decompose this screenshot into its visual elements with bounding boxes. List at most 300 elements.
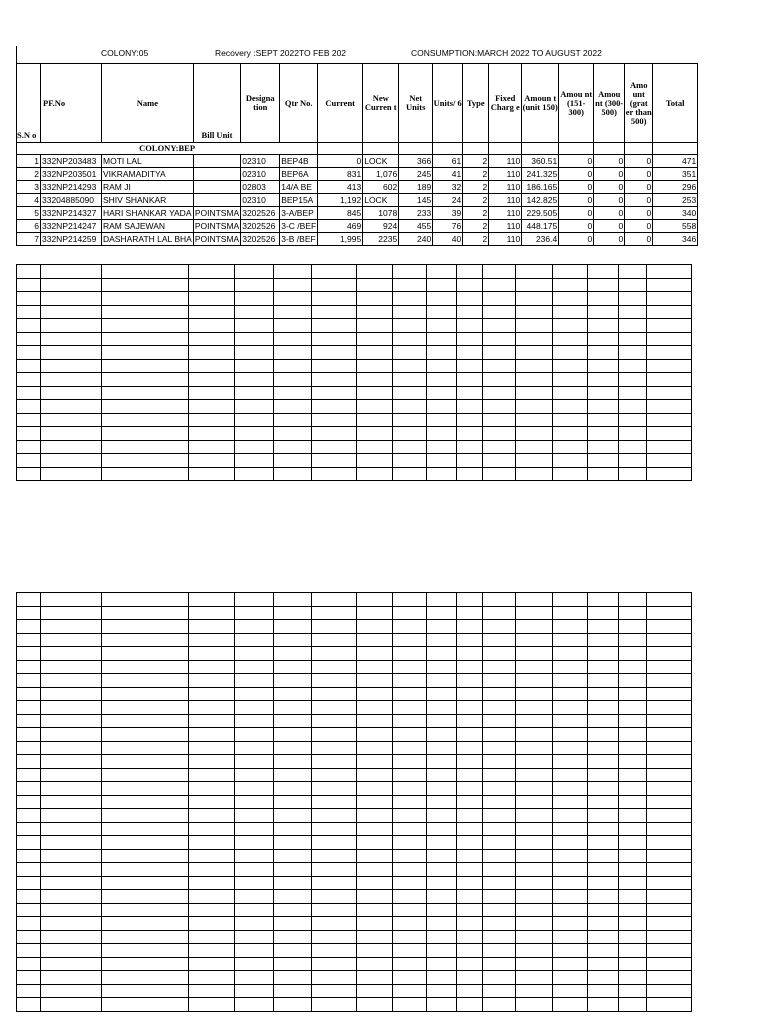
empty-cell (41, 701, 102, 715)
table-row (17, 181, 698, 194)
empty-cell (619, 440, 647, 454)
empty-cell (235, 944, 274, 958)
empty-cell (588, 701, 619, 715)
empty-cell (312, 647, 357, 661)
empty-cell (619, 305, 647, 319)
empty-cell (235, 930, 274, 944)
empty-cell (102, 674, 189, 688)
empty-cell (588, 768, 619, 782)
table-cell: 0 (594, 233, 625, 246)
table-cell: 3-B /BEF (280, 233, 318, 246)
empty-cell (235, 606, 274, 620)
empty-cell (483, 593, 516, 607)
table-cell: 0 (559, 181, 594, 194)
table-cell: 346 (653, 233, 698, 246)
empty-cell (189, 876, 235, 890)
empty-cell (357, 863, 393, 877)
empty-cell (312, 957, 357, 971)
empty-cell (588, 944, 619, 958)
empty-cell (427, 984, 457, 998)
empty-cell (235, 440, 274, 454)
empty-cell (274, 467, 312, 481)
empty-cell (235, 332, 274, 346)
empty-cell (274, 944, 312, 958)
empty-cell (553, 903, 588, 917)
empty-cell (312, 876, 357, 890)
empty-cell (17, 836, 41, 850)
empty-cell (357, 620, 393, 634)
empty-cell (102, 944, 189, 958)
empty-cell (427, 278, 457, 292)
empty-row (17, 400, 692, 414)
table-cell: 1,076 (363, 168, 399, 181)
empty-cell (189, 620, 235, 634)
table-cell: 110 (489, 168, 522, 181)
empty-cell (393, 620, 427, 634)
empty-cell (483, 440, 516, 454)
empty-cell (619, 265, 647, 279)
empty-cell (17, 863, 41, 877)
empty-row (17, 319, 692, 333)
empty-cell (647, 359, 692, 373)
table-cell: RAM SAJEWAN (102, 220, 194, 233)
empty-cell (647, 890, 692, 904)
empty-cell (17, 998, 41, 1012)
empty-cell (41, 620, 102, 634)
empty-cell (619, 768, 647, 782)
empty-cell (647, 849, 692, 863)
empty-cell (393, 917, 427, 931)
empty-cell (235, 849, 274, 863)
empty-cell (312, 265, 357, 279)
empty-cell (235, 265, 274, 279)
empty-cell (274, 305, 312, 319)
empty-cell (553, 400, 588, 414)
empty-cell (516, 400, 553, 414)
empty-cell (393, 319, 427, 333)
empty-cell (41, 647, 102, 661)
table-cell: 0 (625, 181, 653, 194)
empty-cell (588, 305, 619, 319)
empty-cell (553, 890, 588, 904)
empty-cell (17, 849, 41, 863)
table-cell: 0 (625, 168, 653, 181)
empty-cell (41, 957, 102, 971)
empty-cell (235, 373, 274, 387)
empty-cell (647, 386, 692, 400)
empty-cell (588, 660, 619, 674)
table-cell: BEP4B (280, 155, 318, 168)
empty-cell (235, 674, 274, 688)
empty-cell (41, 998, 102, 1012)
empty-cell (102, 809, 189, 823)
empty-cell (588, 467, 619, 481)
empty-row (17, 332, 692, 346)
empty-cell (647, 305, 692, 319)
empty-cell (393, 863, 427, 877)
empty-cell (393, 741, 427, 755)
empty-cell (235, 400, 274, 414)
empty-cell (647, 454, 692, 468)
table-cell: 240 (399, 233, 433, 246)
empty-cell (393, 373, 427, 387)
empty-cell (41, 386, 102, 400)
table-cell: 3202526 (241, 207, 280, 220)
empty-cell (588, 809, 619, 823)
empty-cell (647, 903, 692, 917)
empty-cell (41, 265, 102, 279)
empty-cell (427, 332, 457, 346)
empty-cell (102, 930, 189, 944)
empty-row (17, 427, 692, 441)
empty-cell (102, 633, 189, 647)
empty-row (17, 440, 692, 454)
empty-row (17, 359, 692, 373)
empty-cell (393, 890, 427, 904)
empty-cell (483, 386, 516, 400)
table-cell: 02310 (241, 168, 280, 181)
empty-cell (393, 633, 427, 647)
empty-cell (357, 809, 393, 823)
empty-cell (357, 849, 393, 863)
col-header: Bill Unit (193, 64, 240, 143)
empty-cell (588, 903, 619, 917)
empty-cell (189, 687, 235, 701)
empty-cell (274, 332, 312, 346)
empty-cell (483, 768, 516, 782)
empty-cell (235, 687, 274, 701)
empty-cell (588, 917, 619, 931)
empty-cell (588, 957, 619, 971)
empty-cell (483, 454, 516, 468)
empty-cell (427, 714, 457, 728)
empty-cell (516, 998, 553, 1012)
empty-cell (588, 373, 619, 387)
empty-cell (427, 359, 457, 373)
table-row (17, 207, 698, 220)
empty-cell (457, 863, 483, 877)
empty-cell (312, 386, 357, 400)
empty-cell (235, 876, 274, 890)
empty-cell (235, 593, 274, 607)
empty-cell (393, 971, 427, 985)
empty-cell (483, 332, 516, 346)
empty-cell (647, 660, 692, 674)
empty-cell (41, 741, 102, 755)
empty-cell (235, 903, 274, 917)
empty-cell (647, 822, 692, 836)
empty-cell (553, 930, 588, 944)
table-cell: 0 (594, 181, 625, 194)
empty-cell (483, 346, 516, 360)
empty-cell (516, 332, 553, 346)
empty-cell (17, 944, 41, 958)
empty-cell (427, 647, 457, 661)
empty-cell (553, 386, 588, 400)
empty-cell (553, 620, 588, 634)
table-cell: 332NP214259 (41, 233, 102, 246)
empty-cell (357, 755, 393, 769)
empty-cell (102, 440, 189, 454)
empty-cell (102, 319, 189, 333)
empty-cell (102, 620, 189, 634)
empty-cell (516, 606, 553, 620)
empty-cell (312, 332, 357, 346)
empty-cell (483, 849, 516, 863)
table-cell: 229.505 (522, 207, 559, 220)
empty-cell (17, 319, 41, 333)
recovery-header: Recovery :SEPT 2022TO FEB 202 (215, 48, 347, 58)
empty-cell (427, 593, 457, 607)
empty-cell (102, 782, 189, 796)
empty-cell (189, 998, 235, 1012)
table-cell: 831 (318, 168, 363, 181)
empty-cell (588, 687, 619, 701)
empty-cell (647, 741, 692, 755)
empty-cell (312, 903, 357, 917)
empty-cell (553, 876, 588, 890)
empty-cell (41, 593, 102, 607)
table-cell: 0 (559, 168, 594, 181)
empty-cell (393, 795, 427, 809)
empty-cell (274, 660, 312, 674)
empty-cell (647, 332, 692, 346)
table-cell: SHIV SHANKAR (102, 194, 194, 207)
table-cell: 14/A BE (280, 181, 318, 194)
empty-cell (588, 440, 619, 454)
empty-cell (647, 413, 692, 427)
table-cell: 245 (399, 168, 433, 181)
empty-cell (483, 467, 516, 481)
empty-cell (189, 373, 235, 387)
table-cell: 253 (653, 194, 698, 207)
empty-cell (235, 714, 274, 728)
empty-cell (588, 836, 619, 850)
empty-cell (102, 849, 189, 863)
empty-cell (553, 687, 588, 701)
empty-cell (516, 454, 553, 468)
empty-cell (457, 373, 483, 387)
table-cell: 0 (594, 168, 625, 181)
empty-cell (588, 984, 619, 998)
empty-cell (312, 660, 357, 674)
table-cell: 110 (489, 181, 522, 194)
table-cell: 0 (594, 194, 625, 207)
empty-cell (483, 903, 516, 917)
empty-cell (647, 319, 692, 333)
empty-row (17, 876, 692, 890)
col-header: S.N o (17, 64, 41, 143)
empty-cell (516, 782, 553, 796)
empty-cell (619, 593, 647, 607)
col-header: Amou nt (300- 500) (594, 64, 625, 143)
empty-cell (274, 427, 312, 441)
empty-cell (588, 971, 619, 985)
empty-cell (619, 647, 647, 661)
empty-cell (274, 984, 312, 998)
table-cell: 3202526 (241, 220, 280, 233)
empty-cell (483, 957, 516, 971)
empty-cell (483, 701, 516, 715)
empty-cell (189, 292, 235, 306)
empty-cell (483, 809, 516, 823)
empty-cell (647, 400, 692, 414)
empty-cell (235, 454, 274, 468)
empty-cell (588, 633, 619, 647)
empty-cell (427, 768, 457, 782)
empty-cell (189, 332, 235, 346)
empty-cell (274, 890, 312, 904)
empty-cell (41, 944, 102, 958)
empty-cell (102, 332, 189, 346)
empty-cell (483, 359, 516, 373)
empty-cell (647, 687, 692, 701)
empty-cell (41, 346, 102, 360)
empty-cell (41, 660, 102, 674)
empty-cell (274, 292, 312, 306)
empty-cell (588, 593, 619, 607)
empty-cell (457, 890, 483, 904)
table-cell: 0 (559, 194, 594, 207)
empty-cell (189, 400, 235, 414)
empty-cell (41, 971, 102, 985)
empty-cell (619, 957, 647, 971)
table-cell: BEP15A (280, 194, 318, 207)
empty-cell (619, 400, 647, 414)
empty-cell (357, 373, 393, 387)
empty-row (17, 660, 692, 674)
empty-cell (619, 971, 647, 985)
empty-cell (102, 903, 189, 917)
empty-cell (102, 917, 189, 931)
col-header: New Curren t (363, 64, 399, 143)
empty-row (17, 728, 692, 742)
empty-cell (274, 319, 312, 333)
empty-cell (393, 903, 427, 917)
empty-row (17, 755, 692, 769)
table-cell: DASHARATH LAL BHA (103, 234, 192, 244)
empty-cell (235, 346, 274, 360)
empty-cell (553, 647, 588, 661)
empty-cell (235, 971, 274, 985)
empty-row (17, 903, 692, 917)
empty-cell (41, 467, 102, 481)
empty-row (17, 863, 692, 877)
empty-cell (483, 795, 516, 809)
empty-cell (189, 440, 235, 454)
empty-cell (588, 620, 619, 634)
empty-cell (588, 876, 619, 890)
empty-cell (457, 755, 483, 769)
empty-cell (553, 944, 588, 958)
empty-cell (483, 633, 516, 647)
empty-cell (516, 674, 553, 688)
empty-cell (516, 265, 553, 279)
table-cell: 241.325 (522, 168, 559, 181)
table-cell: 4 (17, 194, 41, 207)
empty-cell (274, 373, 312, 387)
empty-cell (102, 957, 189, 971)
col-header: Name (102, 64, 194, 143)
empty-cell (483, 373, 516, 387)
empty-cell (553, 332, 588, 346)
empty-cell (235, 728, 274, 742)
empty-cell (427, 795, 457, 809)
empty-cell (102, 606, 189, 620)
table-cell: 0 (625, 194, 653, 207)
empty-cell (483, 647, 516, 661)
table-cell: 110 (489, 194, 522, 207)
empty-cell (393, 386, 427, 400)
empty-cell (553, 768, 588, 782)
empty-row (17, 768, 692, 782)
empty-cell (312, 728, 357, 742)
empty-cell (102, 593, 189, 607)
empty-cell (516, 917, 553, 931)
empty-cell (17, 647, 41, 661)
empty-cell (619, 755, 647, 769)
empty-cell (588, 319, 619, 333)
empty-cell (17, 454, 41, 468)
empty-cell (553, 454, 588, 468)
empty-cell (457, 971, 483, 985)
empty-cell (274, 768, 312, 782)
empty-cell (41, 822, 102, 836)
empty-cell (17, 400, 41, 414)
table-cell: 142.825 (522, 194, 559, 207)
empty-cell (274, 593, 312, 607)
table-cell: 0 (318, 155, 363, 168)
empty-cell (483, 660, 516, 674)
empty-cell (274, 413, 312, 427)
empty-cell (619, 373, 647, 387)
empty-cell (102, 660, 189, 674)
consumption-header: CONSUMPTION:MARCH 2022 TO AUGUST 2022 (411, 48, 602, 58)
empty-cell (427, 454, 457, 468)
empty-cell (427, 319, 457, 333)
empty-grid-2 (16, 592, 692, 1012)
empty-cell (588, 413, 619, 427)
table-cell: 455 (399, 220, 433, 233)
empty-cell (483, 305, 516, 319)
empty-cell (516, 413, 553, 427)
empty-cell (516, 944, 553, 958)
empty-cell (516, 930, 553, 944)
empty-cell (102, 386, 189, 400)
empty-cell (189, 890, 235, 904)
table-cell: 0 (625, 155, 653, 168)
empty-cell (647, 863, 692, 877)
empty-cell (647, 957, 692, 971)
empty-cell (312, 305, 357, 319)
empty-cell (41, 809, 102, 823)
empty-cell (483, 714, 516, 728)
empty-cell (357, 593, 393, 607)
empty-row (17, 809, 692, 823)
empty-cell (553, 755, 588, 769)
empty-cell (102, 890, 189, 904)
empty-row (17, 454, 692, 468)
empty-cell (553, 674, 588, 688)
empty-cell (274, 633, 312, 647)
empty-cell (235, 292, 274, 306)
empty-cell (189, 633, 235, 647)
empty-cell (274, 278, 312, 292)
empty-cell (427, 687, 457, 701)
empty-cell (189, 265, 235, 279)
table-cell: 0 (559, 220, 594, 233)
empty-cell (357, 984, 393, 998)
